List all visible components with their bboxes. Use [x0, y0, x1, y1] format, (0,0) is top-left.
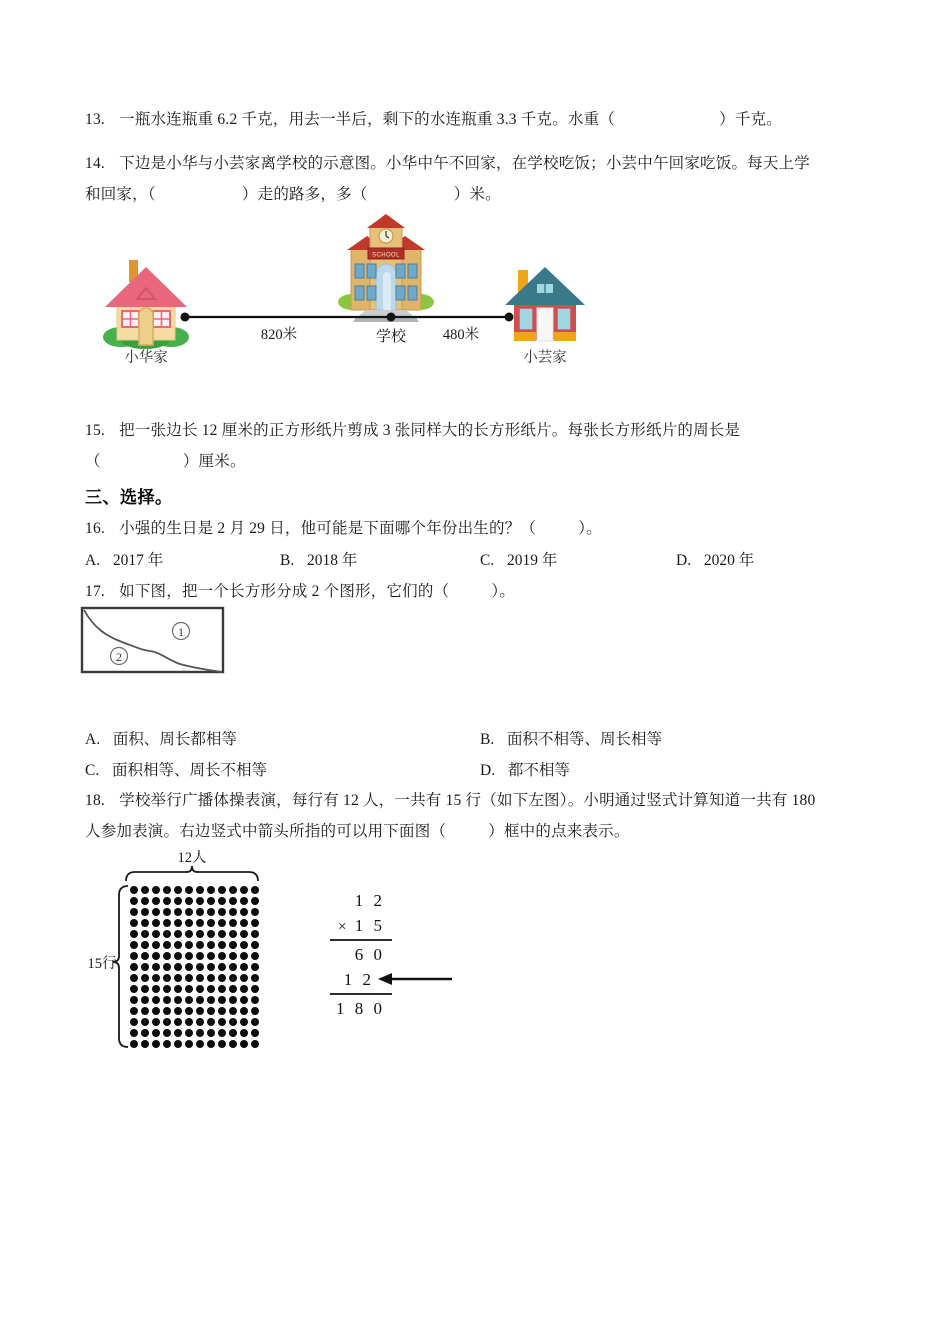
q17-option-a[interactable]: [85, 727, 237, 749]
q13-text-before-blank: 一瓶水连瓶重 6.2 千克，用去一半后，剩下的水连瓶重 3.3 千克。水重（: [119, 111, 615, 128]
vertical-calculation: [330, 891, 452, 1018]
q17-stem-part-a: 如下图，把一个长方形分成 2 个图形，它们的（: [119, 583, 450, 600]
q17-option-c[interactable]: [85, 758, 267, 780]
q16-option-b-label: B.: [280, 552, 295, 569]
q16-option-c[interactable]: [480, 548, 557, 570]
top-brace: [126, 866, 258, 881]
q17-option-b[interactable]: [480, 727, 662, 749]
dot-row: [130, 1018, 259, 1026]
q16-option-c-label: C.: [480, 552, 495, 569]
question-18-line2: [85, 820, 630, 843]
figure-dot-array-and-calculation: [80, 848, 560, 1088]
q17-option-d-text: 都不相等: [507, 762, 570, 779]
left-house-caption: 小华家: [124, 350, 168, 366]
dot-row: [130, 908, 259, 916]
q17-option-d[interactable]: [480, 758, 570, 780]
left-house-icon: [103, 260, 189, 349]
dot-row: [130, 974, 259, 982]
q16-stem-part-a: 小强的生日是 2 月 29 日，他可能是下面哪个年份出生的？（: [119, 520, 537, 537]
outer-rectangle: [82, 608, 223, 672]
q16-option-a-text: 2017 年: [112, 552, 164, 569]
school-caption: 学校: [375, 329, 407, 345]
question-13: [85, 108, 782, 131]
distance-diagram-svg: [95, 212, 655, 387]
q16-option-a[interactable]: [85, 548, 163, 570]
question-14-line1: [85, 152, 810, 175]
q17-option-b-label: B.: [480, 731, 495, 748]
q17-option-c-text: 面积相等、周长不相等: [111, 762, 267, 779]
right-house-icon: [505, 267, 585, 341]
q15-line2-part-a: （: [85, 453, 101, 470]
figure-distance-diagram: [95, 212, 655, 387]
calc-multiplicand: 1 2: [354, 891, 385, 910]
calc-partial-product-2: 1 2: [343, 970, 374, 989]
q16-option-b[interactable]: [280, 548, 357, 570]
dot-row: [130, 1007, 259, 1015]
dot-array-svg: [80, 848, 560, 1088]
calc-product: 1 8 0: [336, 999, 385, 1018]
q14-line2-part-c: ）米。: [453, 186, 501, 203]
dot-grid: [130, 886, 259, 1048]
q16-option-a-label: A.: [85, 552, 101, 569]
q16-option-b-text: 2018 年: [306, 552, 358, 569]
school-icon: [338, 214, 434, 322]
q15-line1-text: 把一张边长 12 厘米的正方形纸片剪成 3 张同样大的长方形纸片。每张长方形纸片的周长是: [119, 422, 741, 439]
q18-line1-text: 学校举行广播体操表演，每行有 12 人，一共有 15 行（如下左图）。小明通过竖式计算知道一共有 180: [119, 792, 816, 809]
region-2-label: 2: [116, 650, 122, 664]
school-sign-text: SCHOOL: [372, 252, 400, 259]
q17-number: 17.: [85, 583, 105, 600]
line-endpoint-right: [505, 313, 514, 322]
region-1-label: 1: [178, 625, 184, 639]
calc-partial-product-1: 6 0: [354, 945, 385, 964]
q18-line2-part-a: 人参加表演。右边竖式中箭头所指的可以用下面图（: [85, 823, 447, 840]
q17-option-a-label: A.: [85, 731, 101, 748]
dot-row: [130, 886, 259, 894]
question-17-stem: [85, 580, 515, 603]
dot-row: [130, 963, 259, 971]
dot-row: [130, 930, 259, 938]
q17-stem-part-b: ）。: [491, 583, 516, 600]
rectangle-split-svg: [80, 606, 230, 678]
dot-row: [130, 1040, 259, 1048]
line-point-school: [387, 313, 396, 322]
question-14-line2: [85, 183, 501, 206]
right-house-caption: 小芸家: [523, 350, 567, 366]
dot-row: [130, 985, 259, 993]
rows-label: 15行: [87, 956, 117, 972]
q18-line2-part-b: ）框中的点来表示。: [488, 823, 630, 840]
dot-row: [130, 919, 259, 927]
q16-stem-part-b: ）。: [578, 520, 602, 537]
q17-option-d-label: D.: [480, 762, 496, 779]
figure-rectangle-split: [80, 606, 230, 678]
q13-number: 13.: [85, 111, 105, 128]
q14-line2-part-b: ）走的路多，多（: [241, 186, 368, 203]
segment-left-label: 820米: [260, 327, 298, 343]
section-heading-3: 三、选择。: [85, 488, 173, 507]
question-15-line2: [85, 450, 246, 473]
dot-row: [130, 996, 259, 1004]
q16-option-d-text: 2020 年: [703, 552, 755, 569]
calc-multiplier: 1 5: [354, 916, 385, 935]
columns-label: 12人: [177, 850, 207, 866]
q16-option-d[interactable]: [676, 548, 754, 570]
q15-line2-part-b: ）厘米。: [182, 453, 246, 470]
dot-row: [130, 941, 259, 949]
calc-operator: ×: [338, 919, 347, 935]
q18-number: 18.: [85, 792, 105, 809]
dot-row: [130, 897, 259, 905]
q14-number: 14.: [85, 155, 105, 172]
question-15-line1: [85, 419, 740, 442]
q14-line1-text: 下边是小华与小芸家离学校的示意图。小华中午不回家，在学校吃饭；小芸中午回家吃饭。每天上学: [119, 155, 810, 172]
line-endpoint-left: [181, 313, 190, 322]
calc-arrow-icon: [378, 973, 452, 985]
question-16-stem: [85, 517, 602, 540]
q13-text-after-blank: ）千克。: [719, 111, 782, 128]
q16-option-c-text: 2019 年: [506, 552, 558, 569]
dot-row: [130, 1029, 259, 1037]
question-18-line1: [85, 789, 815, 812]
q17-option-b-text: 面积不相等、周长相等: [506, 731, 662, 748]
q16-option-d-label: D.: [676, 552, 692, 569]
q17-option-a-text: 面积、周长都相等: [112, 731, 237, 748]
segment-right-label: 480米: [442, 327, 480, 343]
q14-line2-part-a: 和回家，（: [85, 186, 156, 203]
dot-row: [130, 952, 259, 960]
q17-option-c-label: C.: [85, 762, 100, 779]
q15-number: 15.: [85, 422, 105, 439]
q16-number: 16.: [85, 520, 105, 537]
